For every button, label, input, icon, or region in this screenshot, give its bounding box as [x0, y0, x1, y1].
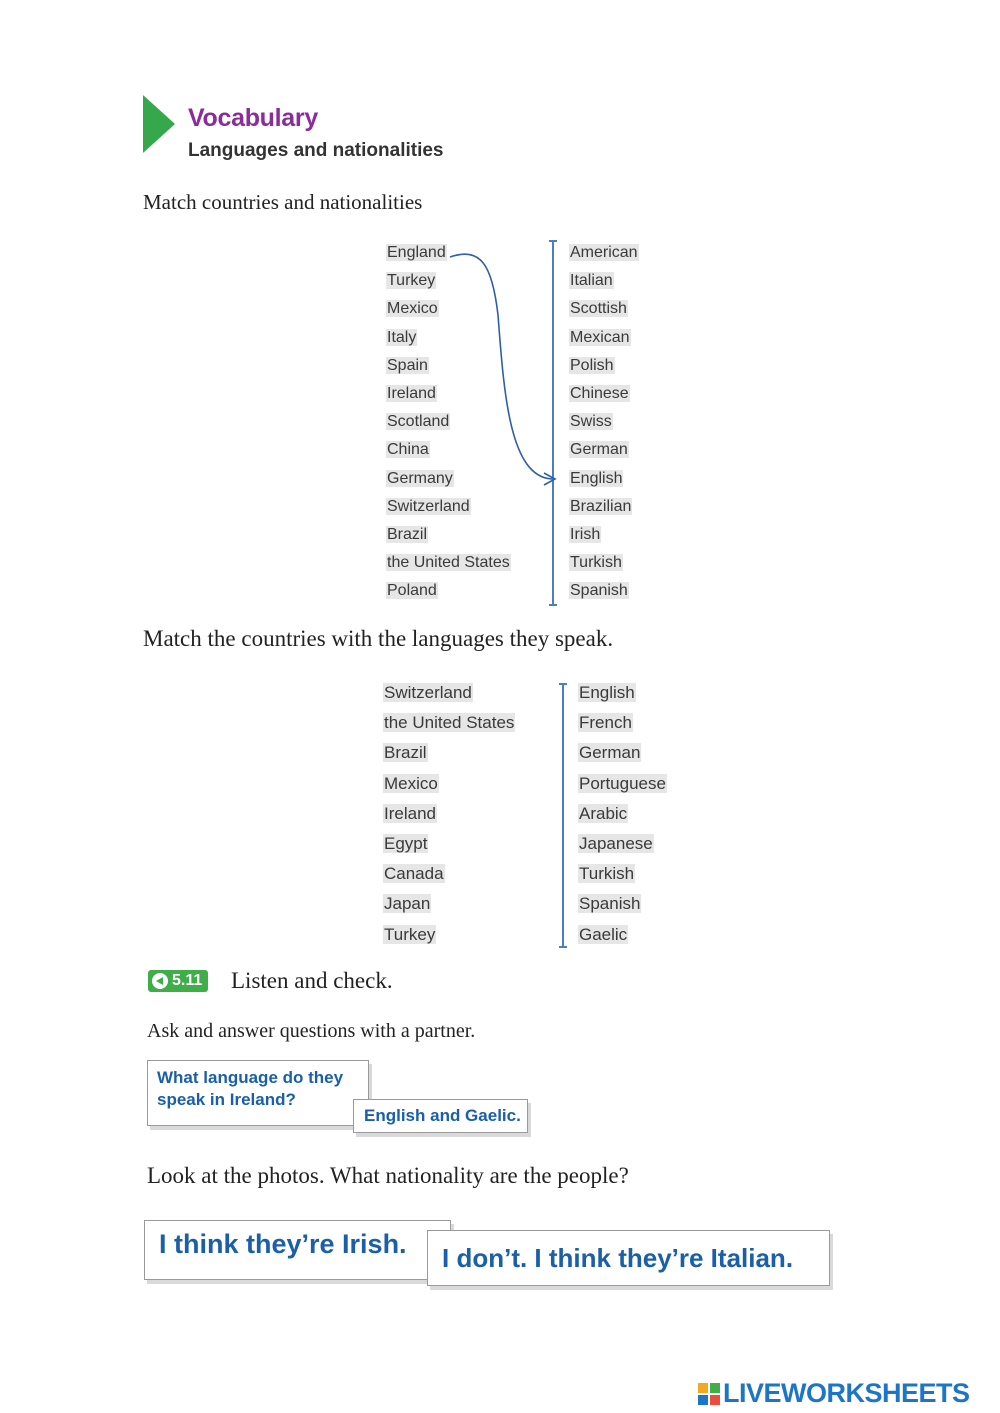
country-item — [383, 864, 445, 884]
country-item — [383, 925, 436, 945]
country-item — [386, 582, 438, 600]
answer-bubble: English and Gaelic. — [353, 1099, 528, 1133]
country-label: China — [387, 441, 429, 459]
country-item — [383, 683, 473, 703]
exercise1-instruction: Match countries and nationalities — [143, 190, 423, 214]
country-item — [386, 244, 447, 262]
nationality-item — [569, 526, 601, 544]
language-item — [578, 925, 628, 945]
country-label: Switzerland — [387, 497, 470, 515]
track-number: 5.11 — [172, 972, 203, 989]
country-label: Italy — [387, 328, 417, 346]
logo-text: LIVEWORKSHEETS — [723, 1378, 970, 1408]
nationality-label: German — [570, 441, 628, 459]
speech-bubble-irish: I think they’re Irish. — [144, 1220, 451, 1280]
country-item — [383, 774, 439, 794]
country-label: Scotland — [387, 413, 450, 431]
country-item — [386, 385, 437, 403]
nationality-item — [569, 413, 613, 431]
listen-instruction: Listen and check. — [231, 968, 393, 993]
country-item — [386, 441, 430, 459]
country-label: the United States — [387, 554, 510, 572]
country-label: Ireland — [387, 385, 436, 402]
country-label: England — [387, 244, 446, 261]
audio-track-button[interactable] — [148, 970, 208, 992]
language-label: Gaelic — [579, 924, 628, 944]
country-item — [386, 272, 436, 290]
nationality-label: Italian — [570, 272, 613, 290]
exercise2-divider — [562, 683, 564, 948]
country-label: Ireland — [384, 803, 436, 823]
country-label: Turkey — [387, 272, 436, 290]
nationality-label: Irish — [570, 526, 601, 543]
page-subtitle: Languages and nationalities — [188, 140, 444, 161]
language-item — [578, 804, 628, 824]
language-label: Turkish — [579, 864, 635, 884]
nationality-item — [569, 357, 615, 375]
country-label: Brazil — [384, 743, 427, 763]
nationality-item — [569, 300, 628, 318]
nationality-item — [569, 385, 630, 403]
nationality-label: American — [570, 244, 638, 261]
language-item — [578, 894, 641, 914]
language-item — [578, 743, 641, 763]
country-label: Turkey — [384, 924, 436, 944]
language-label: English — [579, 683, 635, 702]
language-label: Japanese — [579, 834, 653, 853]
country-item — [386, 554, 511, 572]
nationality-item — [569, 272, 614, 290]
photos-instruction: Look at the photos. What nationality are the people? — [147, 1163, 629, 1188]
country-item — [383, 894, 431, 914]
nationality-item — [569, 470, 623, 488]
language-item — [578, 683, 636, 703]
speaker-icon — [152, 973, 168, 989]
country-label: Canada — [384, 864, 444, 884]
country-label: Mexico — [387, 300, 438, 318]
nationality-label: Mexican — [570, 328, 630, 346]
country-label: Spain — [387, 356, 428, 374]
pairwork-instruction: Ask and answer questions with a partner. — [147, 1020, 476, 1042]
nationality-label: English — [570, 469, 623, 487]
country-item — [386, 329, 417, 347]
question-bubble: What language do they speak in Ireland? — [147, 1060, 369, 1126]
language-item — [578, 713, 633, 733]
language-label: Portuguese — [579, 773, 666, 793]
language-label: Arabic — [579, 803, 628, 823]
language-label: Spanish — [579, 894, 641, 914]
country-item — [383, 804, 437, 824]
language-label: German — [579, 743, 641, 763]
nationality-item — [569, 441, 629, 459]
logo-grid-icon — [698, 1383, 720, 1405]
nationality-item — [569, 554, 623, 572]
country-item — [383, 834, 428, 854]
section-marker-icon — [143, 95, 175, 153]
country-label: Mexico — [384, 773, 438, 793]
language-item — [578, 864, 635, 884]
nationality-label: Brazilian — [570, 497, 632, 515]
country-label: Germany — [387, 469, 453, 487]
country-label: Japan — [384, 894, 431, 914]
language-item — [578, 774, 667, 794]
country-item — [383, 743, 428, 763]
nationality-label: Scottish — [570, 300, 627, 318]
nationality-label: Turkish — [570, 554, 622, 572]
nationality-item — [569, 329, 631, 347]
nationality-label: Spanish — [570, 582, 628, 600]
country-item — [383, 713, 515, 733]
nationality-item — [569, 582, 629, 600]
exercise2-instruction: Match the countries with the languages they speak. — [143, 626, 614, 651]
country-label: Egypt — [384, 834, 428, 853]
liveworksheets-logo — [698, 1378, 970, 1409]
nationality-item — [569, 244, 639, 262]
speech-bubble-italian: I don’t. I think they’re Italian. — [427, 1230, 830, 1286]
nationality-label: Polish — [570, 356, 614, 374]
nationality-label: Swiss — [570, 413, 612, 431]
country-label: Brazil — [387, 526, 428, 543]
nationality-item — [569, 498, 632, 516]
country-label: Poland — [387, 582, 437, 600]
country-item — [386, 300, 439, 318]
language-item — [578, 834, 654, 854]
example-match-arrow — [440, 245, 565, 490]
language-label: French — [579, 713, 632, 733]
nationality-label: Chinese — [570, 385, 629, 402]
country-item — [386, 526, 428, 544]
country-item — [386, 498, 471, 516]
country-item — [386, 357, 429, 375]
country-label: the United States — [384, 713, 515, 733]
page-title: Vocabulary — [188, 104, 318, 132]
country-label: Switzerland — [384, 683, 472, 702]
